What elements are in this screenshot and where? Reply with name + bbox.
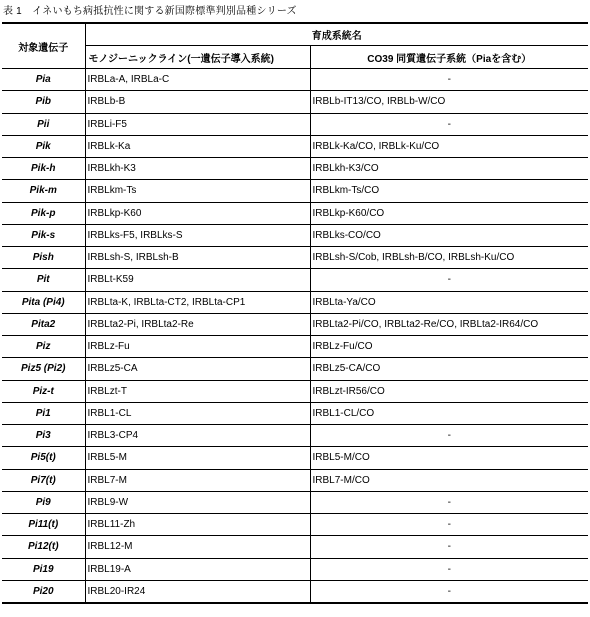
monogenic-line-cell: IRBLkh-K3 xyxy=(85,158,310,180)
gene-cell: Pia xyxy=(2,69,85,91)
monogenic-line-cell: IRBL19-A xyxy=(85,558,310,580)
table-row xyxy=(2,224,588,246)
table-row xyxy=(2,380,588,402)
monogenic-line-cell: IRBLa-A, IRBLa-C xyxy=(85,69,310,91)
co39-line-cell: - xyxy=(310,536,588,558)
gene-cell: Piz-t xyxy=(2,380,85,402)
gene-cell: Pi19 xyxy=(2,558,85,580)
monogenic-line-cell: IRBL12-M xyxy=(85,536,310,558)
monogenic-line-cell: IRBLb-B xyxy=(85,91,310,113)
co39-line-cell: - xyxy=(310,113,588,135)
header-target-gene: 対象遺伝子 xyxy=(2,23,85,69)
table-header xyxy=(2,23,588,69)
table-row xyxy=(2,269,588,291)
table-row xyxy=(2,491,588,513)
table-row xyxy=(2,536,588,558)
table-row xyxy=(2,425,588,447)
header-line-names: 育成系統名 xyxy=(85,23,588,46)
table-row xyxy=(2,358,588,380)
gene-cell: Pi7(t) xyxy=(2,469,85,491)
monogenic-line-cell: IRBL1-CL xyxy=(85,402,310,424)
gene-cell: Pik-m xyxy=(2,180,85,202)
co39-line-cell: - xyxy=(310,558,588,580)
monogenic-line-cell: IRBLk-Ka xyxy=(85,135,310,157)
monogenic-line-cell: IRBLks-F5, IRBLks-S xyxy=(85,224,310,246)
monogenic-line-cell: IRBLt-K59 xyxy=(85,269,310,291)
co39-line-cell: IRBLz5-CA/CO xyxy=(310,358,588,380)
gene-cell: Pita (Pi4) xyxy=(2,291,85,313)
co39-line-cell: IRBLk-Ka/CO, IRBLk-Ku/CO xyxy=(310,135,588,157)
gene-cell: Pi3 xyxy=(2,425,85,447)
monogenic-line-cell: IRBL5-M xyxy=(85,447,310,469)
table-row xyxy=(2,158,588,180)
monogenic-line-cell: IRBLkm-Ts xyxy=(85,180,310,202)
gene-cell: Pi9 xyxy=(2,491,85,513)
gene-cell: Pik-s xyxy=(2,224,85,246)
monogenic-line-cell: IRBLsh-S, IRBLsh-B xyxy=(85,247,310,269)
gene-cell: Piz5 (Pi2) xyxy=(2,358,85,380)
table-row xyxy=(2,514,588,536)
co39-line-cell: IRBLb-IT13/CO, IRBLb-W/CO xyxy=(310,91,588,113)
monogenic-line-cell: IRBLz5-CA xyxy=(85,358,310,380)
table-row xyxy=(2,580,588,603)
gene-cell: Pita2 xyxy=(2,313,85,335)
table-row xyxy=(2,402,588,424)
header-co39-isogenic-lines: CO39 同質遺伝子系統（Piaを含む） xyxy=(367,53,532,65)
gene-cell: Pi5(t) xyxy=(2,447,85,469)
table-caption: 表 1 イネいもち病抵抗性に関する新国際標準判別品種シリーズ xyxy=(3,6,297,17)
gene-cell: Pish xyxy=(2,247,85,269)
monogenic-line-cell: IRBL20-IR24 xyxy=(85,580,310,603)
co39-line-cell: IRBLsh-S/Cob, IRBLsh-B/CO, IRBLsh-Ku/CO xyxy=(310,247,588,269)
table-row xyxy=(2,313,588,335)
co39-line-cell: IRBLta-Ya/CO xyxy=(310,291,588,313)
differential-varieties-table xyxy=(2,22,588,604)
table-row xyxy=(2,336,588,358)
co39-line-cell: - xyxy=(310,425,588,447)
table-row xyxy=(2,91,588,113)
table-row xyxy=(2,135,588,157)
co39-line-cell: IRBL7-M/CO xyxy=(310,469,588,491)
monogenic-line-cell: IRBL7-M xyxy=(85,469,310,491)
table-row xyxy=(2,69,588,91)
gene-cell: Pi11(t) xyxy=(2,514,85,536)
gene-cell: Pi12(t) xyxy=(2,536,85,558)
co39-line-cell: IRBLks-CO/CO xyxy=(310,224,588,246)
co39-line-cell: IRBLta2-Pi/CO, IRBLta2-Re/CO, IRBLta2-IR64/CO xyxy=(310,313,588,335)
header-monogenic-lines: モノジーニックライン(一遺伝子導入系統) xyxy=(85,46,310,69)
gene-cell: Pib xyxy=(2,91,85,113)
monogenic-line-cell: IRBLkp-K60 xyxy=(85,202,310,224)
monogenic-line-cell: IRBL3-CP4 xyxy=(85,425,310,447)
gene-cell: Pi20 xyxy=(2,580,85,603)
co39-line-cell: IRBLkh-K3/CO xyxy=(310,158,588,180)
table-row xyxy=(2,180,588,202)
gene-cell: Pii xyxy=(2,113,85,135)
monogenic-line-cell: IRBL11-Zh xyxy=(85,514,310,536)
co39-line-cell: IRBLkp-K60/CO xyxy=(310,202,588,224)
monogenic-line-cell: IRBLta2-Pi, IRBLta2-Re xyxy=(85,313,310,335)
monogenic-line-cell: IRBLta-K, IRBLta-CT2, IRBLta-CP1 xyxy=(85,291,310,313)
gene-cell: Pik xyxy=(2,135,85,157)
co39-line-cell: - xyxy=(310,491,588,513)
monogenic-line-cell: IRBLz-Fu xyxy=(85,336,310,358)
co39-line-cell: IRBL1-CL/CO xyxy=(310,402,588,424)
co39-line-cell: IRBLzt-IR56/CO xyxy=(310,380,588,402)
co39-line-cell: - xyxy=(310,269,588,291)
co39-line-cell: IRBLkm-Ts/CO xyxy=(310,180,588,202)
gene-cell: Pik-p xyxy=(2,202,85,224)
table-body xyxy=(2,69,588,604)
monogenic-line-cell: IRBLi-F5 xyxy=(85,113,310,135)
co39-line-cell: - xyxy=(310,69,588,91)
table-row xyxy=(2,202,588,224)
table-row xyxy=(2,447,588,469)
co39-line-cell: - xyxy=(310,514,588,536)
co39-line-cell: IRBL5-M/CO xyxy=(310,447,588,469)
table-row xyxy=(2,291,588,313)
table-row xyxy=(2,558,588,580)
table-row xyxy=(2,469,588,491)
gene-cell: Pik-h xyxy=(2,158,85,180)
gene-cell: Piz xyxy=(2,336,85,358)
co39-line-cell: IRBLz-Fu/CO xyxy=(310,336,588,358)
monogenic-line-cell: IRBL9-W xyxy=(85,491,310,513)
gene-cell: Pi1 xyxy=(2,402,85,424)
table-row xyxy=(2,247,588,269)
gene-cell: Pit xyxy=(2,269,85,291)
co39-line-cell: - xyxy=(310,580,588,603)
monogenic-line-cell: IRBLzt-T xyxy=(85,380,310,402)
table-row xyxy=(2,113,588,135)
